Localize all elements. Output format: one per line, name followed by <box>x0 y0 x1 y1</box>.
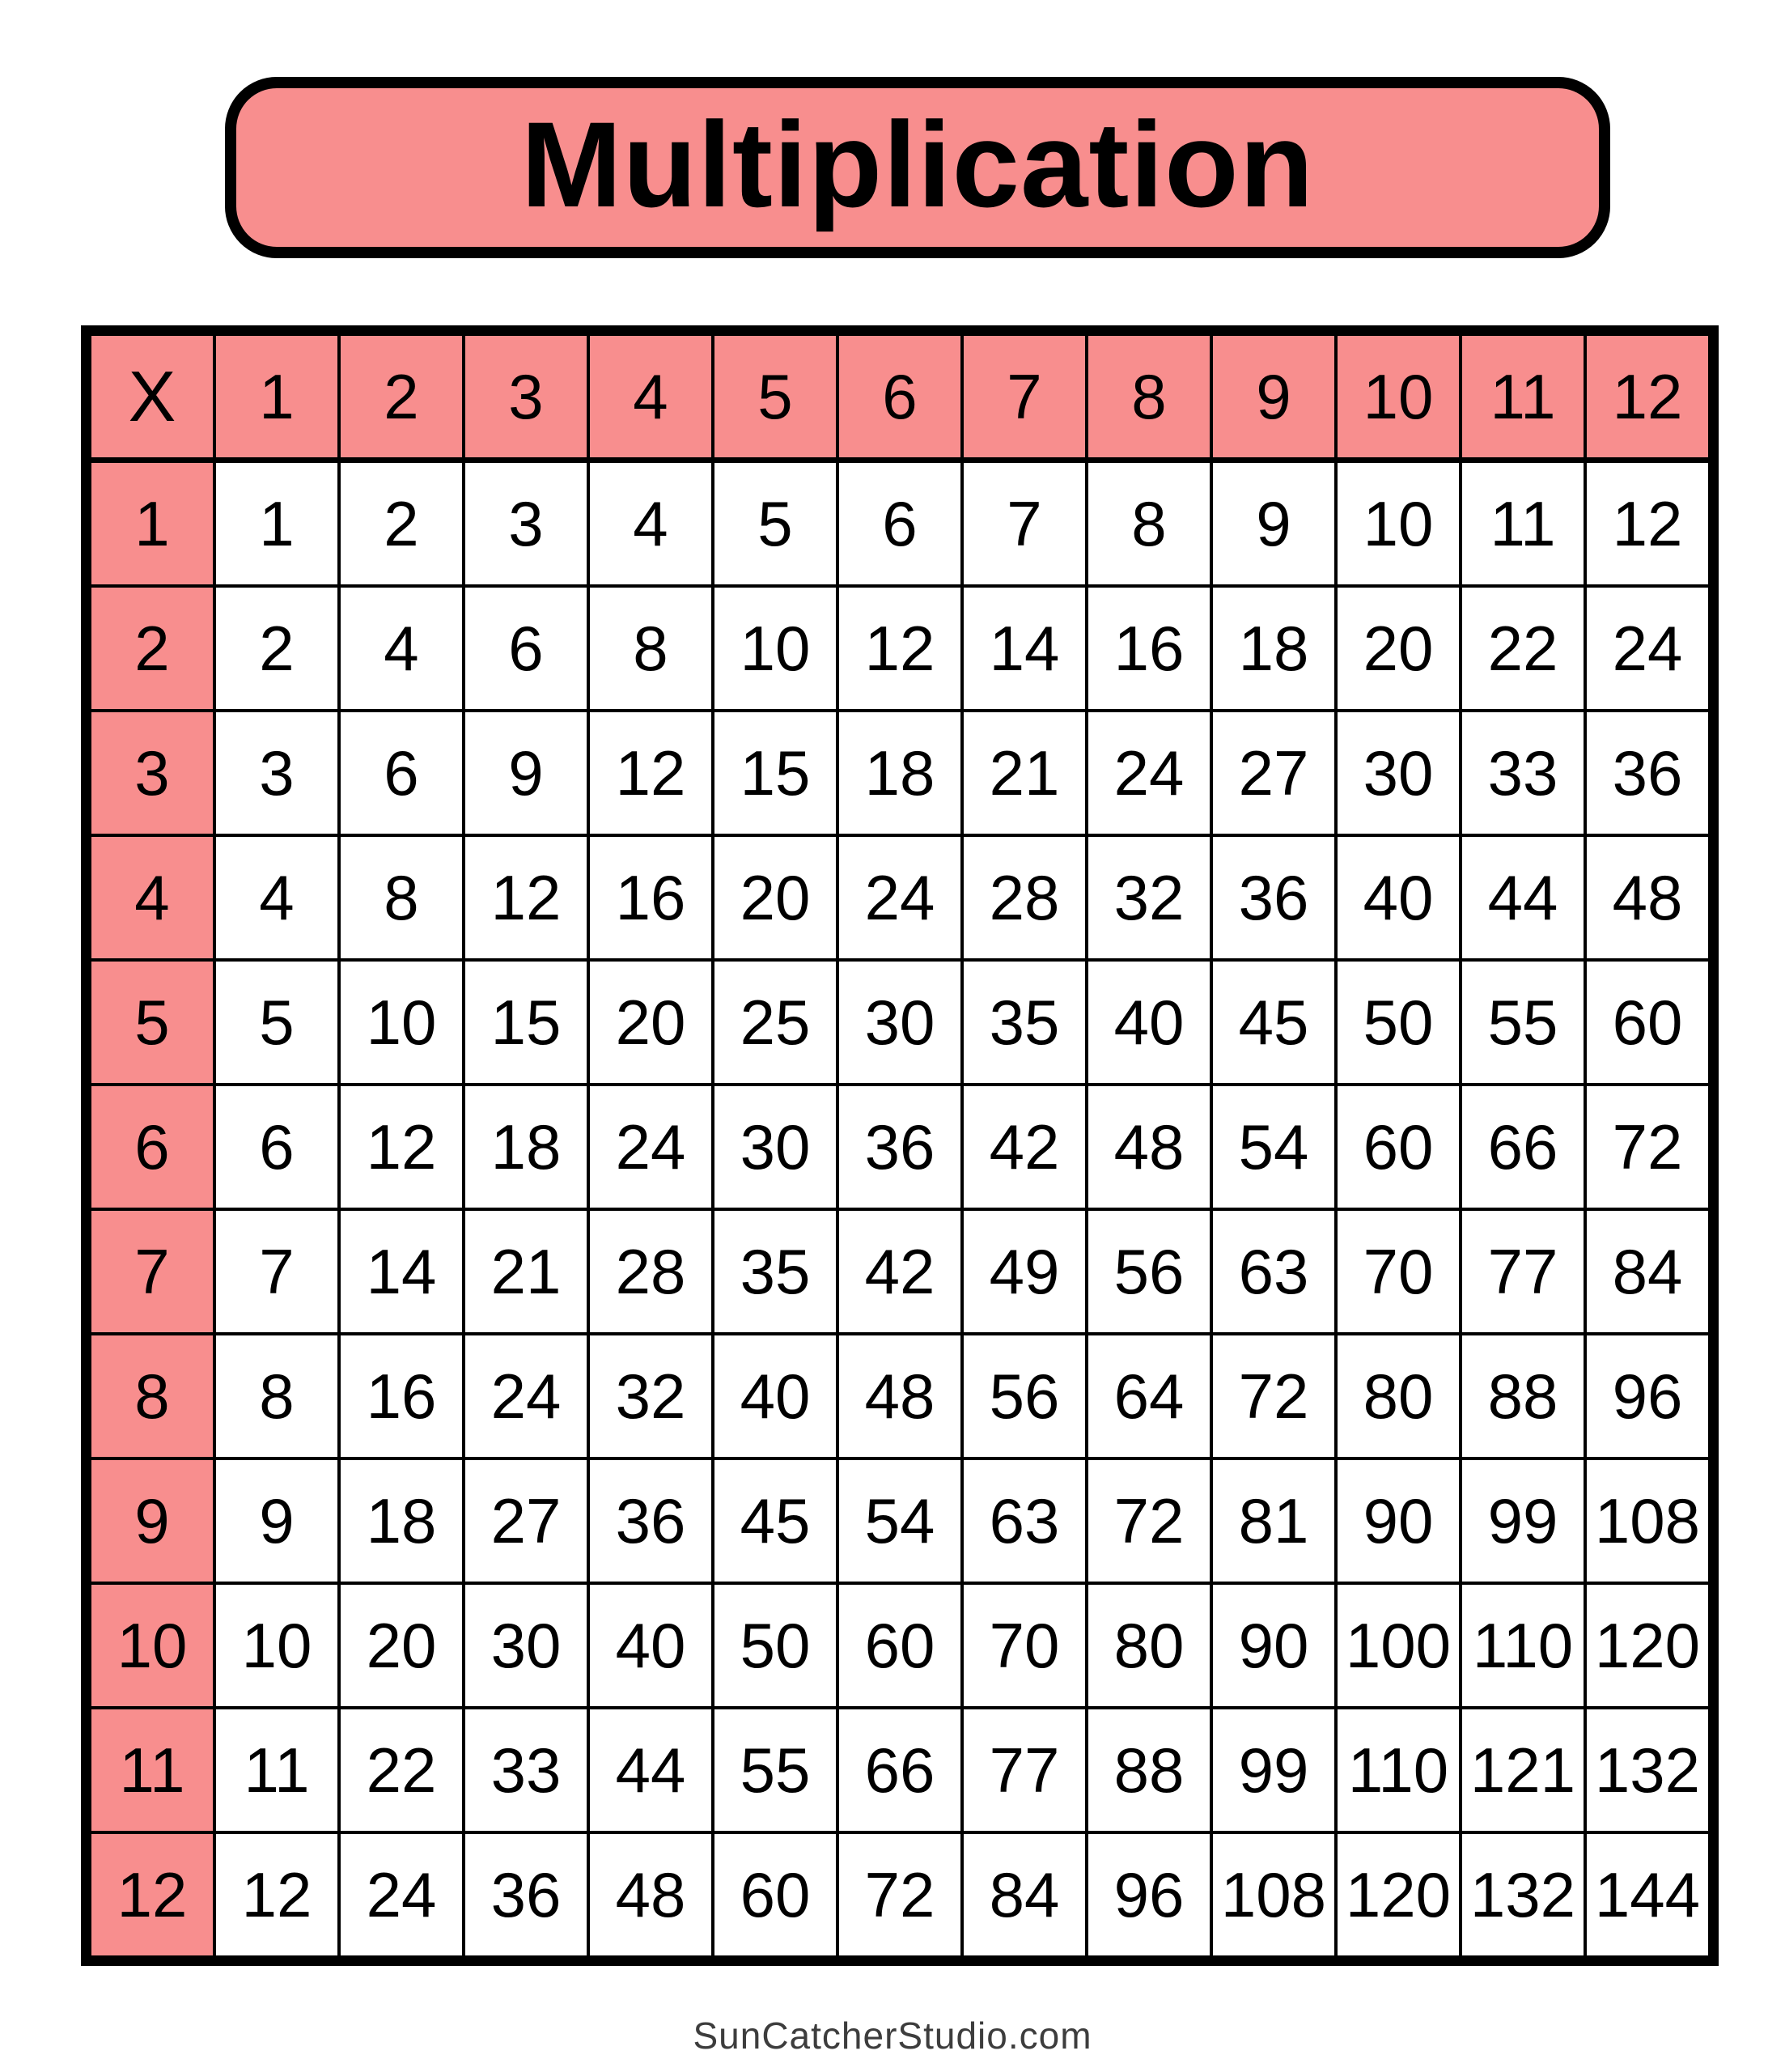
product-cell: 84 <box>962 1832 1087 1961</box>
product-cell: 63 <box>962 1458 1087 1583</box>
product-cell: 81 <box>1211 1458 1336 1583</box>
table-row <box>87 1458 1714 1583</box>
product-cell: 72 <box>1585 1085 1714 1209</box>
corner-cell: X <box>87 331 215 461</box>
table-row <box>87 960 1714 1085</box>
row-header-cell: 10 <box>87 1583 215 1708</box>
product-cell: 22 <box>1461 586 1585 711</box>
product-cell: 90 <box>1336 1458 1461 1583</box>
product-cell: 108 <box>1211 1832 1336 1961</box>
product-cell: 6 <box>464 586 588 711</box>
product-cell: 49 <box>962 1209 1087 1334</box>
column-header-cell: 1 <box>214 331 339 461</box>
product-cell: 88 <box>1087 1708 1211 1832</box>
product-cell: 63 <box>1211 1209 1336 1334</box>
row-header-cell: 9 <box>87 1458 215 1583</box>
product-cell: 96 <box>1585 1334 1714 1458</box>
product-cell: 90 <box>1211 1583 1336 1708</box>
product-cell: 12 <box>214 1832 339 1961</box>
row-header-cell: 12 <box>87 1832 215 1961</box>
product-cell: 64 <box>1087 1334 1211 1458</box>
product-cell: 11 <box>214 1708 339 1832</box>
product-cell: 99 <box>1461 1458 1585 1583</box>
product-cell: 36 <box>1211 835 1336 960</box>
product-cell: 8 <box>339 835 464 960</box>
product-cell: 77 <box>1461 1209 1585 1334</box>
row-header-cell: 2 <box>87 586 215 711</box>
product-cell: 14 <box>962 586 1087 711</box>
product-cell: 24 <box>1087 711 1211 835</box>
product-cell: 16 <box>1087 586 1211 711</box>
product-cell: 50 <box>1336 960 1461 1085</box>
column-header-cell: 11 <box>1461 331 1585 461</box>
product-cell: 1 <box>214 461 339 587</box>
product-cell: 7 <box>962 461 1087 587</box>
product-cell: 4 <box>214 835 339 960</box>
table-row <box>87 835 1714 960</box>
product-cell: 120 <box>1336 1832 1461 1961</box>
product-cell: 15 <box>464 960 588 1085</box>
product-cell: 36 <box>837 1085 962 1209</box>
column-header-cell: 2 <box>339 331 464 461</box>
product-cell: 48 <box>588 1832 713 1961</box>
product-cell: 9 <box>214 1458 339 1583</box>
product-cell: 72 <box>837 1832 962 1961</box>
product-cell: 42 <box>962 1085 1087 1209</box>
product-cell: 20 <box>339 1583 464 1708</box>
product-cell: 25 <box>713 960 837 1085</box>
column-header-cell: 8 <box>1087 331 1211 461</box>
product-cell: 10 <box>214 1583 339 1708</box>
product-cell: 44 <box>1461 835 1585 960</box>
table-row <box>87 1209 1714 1334</box>
product-cell: 5 <box>713 461 837 587</box>
product-cell: 72 <box>1211 1334 1336 1458</box>
product-cell: 36 <box>1585 711 1714 835</box>
product-cell: 40 <box>588 1583 713 1708</box>
product-cell: 6 <box>214 1085 339 1209</box>
product-cell: 40 <box>713 1334 837 1458</box>
multiplication-table <box>81 325 1719 1966</box>
row-header-cell: 3 <box>87 711 215 835</box>
product-cell: 3 <box>464 461 588 587</box>
product-cell: 28 <box>962 835 1087 960</box>
product-cell: 10 <box>1336 461 1461 587</box>
table-row <box>87 1708 1714 1832</box>
product-cell: 4 <box>339 586 464 711</box>
product-cell: 60 <box>1585 960 1714 1085</box>
row-header-cell: 6 <box>87 1085 215 1209</box>
row-header-cell: 5 <box>87 960 215 1085</box>
product-cell: 33 <box>1461 711 1585 835</box>
product-cell: 50 <box>713 1583 837 1708</box>
product-cell: 44 <box>588 1708 713 1832</box>
product-cell: 66 <box>837 1708 962 1832</box>
product-cell: 45 <box>713 1458 837 1583</box>
product-cell: 9 <box>464 711 588 835</box>
product-cell: 56 <box>962 1334 1087 1458</box>
product-cell: 21 <box>464 1209 588 1334</box>
table-row <box>87 1832 1714 1961</box>
product-cell: 12 <box>339 1085 464 1209</box>
product-cell: 48 <box>1585 835 1714 960</box>
row-header-cell: 1 <box>87 461 215 587</box>
product-cell: 54 <box>837 1458 962 1583</box>
product-cell: 21 <box>962 711 1087 835</box>
product-cell: 32 <box>1087 835 1211 960</box>
product-cell: 22 <box>339 1708 464 1832</box>
product-cell: 72 <box>1087 1458 1211 1583</box>
product-cell: 12 <box>1585 461 1714 587</box>
product-cell: 132 <box>1461 1832 1585 1961</box>
product-cell: 24 <box>588 1085 713 1209</box>
footer-credit: SunCatcherStudio.com <box>693 2015 1092 2057</box>
product-cell: 96 <box>1087 1832 1211 1961</box>
header-row <box>87 331 1714 461</box>
product-cell: 80 <box>1087 1583 1211 1708</box>
product-cell: 24 <box>1585 586 1714 711</box>
product-cell: 8 <box>1087 461 1211 587</box>
product-cell: 27 <box>464 1458 588 1583</box>
product-cell: 6 <box>339 711 464 835</box>
product-cell: 10 <box>339 960 464 1085</box>
product-cell: 132 <box>1585 1708 1714 1832</box>
product-cell: 16 <box>339 1334 464 1458</box>
product-cell: 100 <box>1336 1583 1461 1708</box>
row-header-cell: 4 <box>87 835 215 960</box>
product-cell: 27 <box>1211 711 1336 835</box>
column-header-cell: 6 <box>837 331 962 461</box>
product-cell: 66 <box>1461 1085 1585 1209</box>
product-cell: 80 <box>1336 1334 1461 1458</box>
row-header-cell: 11 <box>87 1708 215 1832</box>
product-cell: 54 <box>1211 1085 1336 1209</box>
table-row <box>87 586 1714 711</box>
product-cell: 33 <box>464 1708 588 1832</box>
product-cell: 18 <box>339 1458 464 1583</box>
product-cell: 55 <box>1461 960 1585 1085</box>
column-header-cell: 9 <box>1211 331 1336 461</box>
product-cell: 60 <box>713 1832 837 1961</box>
column-header-cell: 12 <box>1585 331 1714 461</box>
title-banner <box>225 77 1610 258</box>
column-header-cell: 10 <box>1336 331 1461 461</box>
product-cell: 70 <box>962 1583 1087 1708</box>
product-cell: 4 <box>588 461 713 587</box>
product-cell: 11 <box>1461 461 1585 587</box>
product-cell: 5 <box>214 960 339 1085</box>
product-cell: 12 <box>588 711 713 835</box>
product-cell: 9 <box>1211 461 1336 587</box>
product-cell: 30 <box>713 1085 837 1209</box>
product-cell: 20 <box>1336 586 1461 711</box>
product-cell: 8 <box>214 1334 339 1458</box>
product-cell: 84 <box>1585 1209 1714 1334</box>
table-row <box>87 1085 1714 1209</box>
product-cell: 88 <box>1461 1334 1585 1458</box>
product-cell: 120 <box>1585 1583 1714 1708</box>
row-header-cell: 8 <box>87 1334 215 1458</box>
product-cell: 24 <box>339 1832 464 1961</box>
table-row <box>87 711 1714 835</box>
product-cell: 110 <box>1461 1583 1585 1708</box>
product-cell: 10 <box>713 586 837 711</box>
product-cell: 12 <box>837 586 962 711</box>
product-cell: 40 <box>1087 960 1211 1085</box>
table-row <box>87 1334 1714 1458</box>
product-cell: 108 <box>1585 1458 1714 1583</box>
product-cell: 24 <box>837 835 962 960</box>
product-cell: 45 <box>1211 960 1336 1085</box>
product-cell: 60 <box>1336 1085 1461 1209</box>
product-cell: 99 <box>1211 1708 1336 1832</box>
product-cell: 7 <box>214 1209 339 1334</box>
product-cell: 36 <box>588 1458 713 1583</box>
table-row <box>87 1583 1714 1708</box>
product-cell: 20 <box>588 960 713 1085</box>
product-cell: 14 <box>339 1209 464 1334</box>
product-cell: 48 <box>1087 1085 1211 1209</box>
product-cell: 110 <box>1336 1708 1461 1832</box>
product-cell: 144 <box>1585 1832 1714 1961</box>
product-cell: 32 <box>588 1334 713 1458</box>
product-cell: 42 <box>837 1209 962 1334</box>
product-cell: 20 <box>713 835 837 960</box>
product-cell: 2 <box>339 461 464 587</box>
column-header-cell: 5 <box>713 331 837 461</box>
row-header-cell: 7 <box>87 1209 215 1334</box>
product-cell: 70 <box>1336 1209 1461 1334</box>
product-cell: 121 <box>1461 1708 1585 1832</box>
product-cell: 30 <box>464 1583 588 1708</box>
product-cell: 60 <box>837 1583 962 1708</box>
product-cell: 56 <box>1087 1209 1211 1334</box>
product-cell: 40 <box>1336 835 1461 960</box>
product-cell: 28 <box>588 1209 713 1334</box>
product-cell: 77 <box>962 1708 1087 1832</box>
product-cell: 15 <box>713 711 837 835</box>
table-row <box>87 461 1714 587</box>
product-cell: 6 <box>837 461 962 587</box>
column-header-cell: 4 <box>588 331 713 461</box>
product-cell: 35 <box>962 960 1087 1085</box>
product-cell: 30 <box>837 960 962 1085</box>
product-cell: 16 <box>588 835 713 960</box>
product-cell: 55 <box>713 1708 837 1832</box>
product-cell: 18 <box>837 711 962 835</box>
product-cell: 30 <box>1336 711 1461 835</box>
column-header-cell: 7 <box>962 331 1087 461</box>
product-cell: 48 <box>837 1334 962 1458</box>
column-header-cell: 3 <box>464 331 588 461</box>
product-cell: 24 <box>464 1334 588 1458</box>
product-cell: 8 <box>588 586 713 711</box>
product-cell: 3 <box>214 711 339 835</box>
product-cell: 36 <box>464 1832 588 1961</box>
product-cell: 12 <box>464 835 588 960</box>
page-title: Multiplication <box>520 96 1315 232</box>
product-cell: 35 <box>713 1209 837 1334</box>
product-cell: 18 <box>464 1085 588 1209</box>
product-cell: 2 <box>214 586 339 711</box>
product-cell: 18 <box>1211 586 1336 711</box>
